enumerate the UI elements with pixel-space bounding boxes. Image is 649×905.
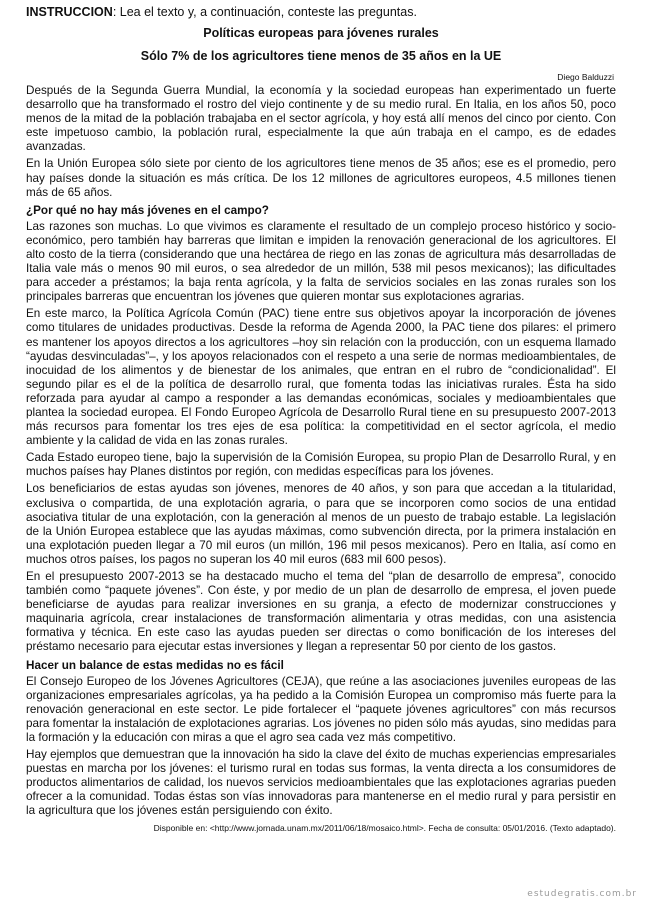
paragraph: El Consejo Europeo de los Jóvenes Agricultores (CEJA), que reúne a las asociaciones juveniles europeas de las organizaciones empresariales agrícolas, ya ha pedido a la Comisión Europea un compromiso más fuerte para la renovación generacional en este sector. Le pide fortalecer el “paquete jóvenes agricultores” con más recursos para fomentar la instalación de explotaciones agrarias. Los jóvenes no piden sólo más ayudas, sino medidas para la formación y la educación con miras a que el agro sea cada vez más competitivo. bbox=[26, 674, 616, 744]
section-heading: Hacer un balance de estas medidas no es fácil bbox=[26, 658, 284, 672]
paragraph: Hay ejemplos que demuestran que la innovación ha sido la clave del éxito de muchas experiencias empresariales puestas en marcha por los jóvenes: el turismo rural en todas sus formas, la venta directa a los consumidores de productos alimentarios de calidad, los nuevos servicios medioambientales que las explotaciones agrarias pueden ofrecer a la comunidad. Todas éstas son vías innovadoras para mantenerse en el medio rural y para persistir en la agricultura que los jóvenes están persiguiendo con éxito. bbox=[26, 748, 616, 818]
paragraph: En la Unión Europea sólo siete por ciento de los agricultores tiene menos de 35 años; ese es el promedio, pero hay países donde la situación es más crítica. De los 12 millones de agricultores europeos, 4.5 millones tienen más de 65 años. bbox=[26, 157, 616, 199]
paragraph: En este marco, la Política Agrícola Común (PAC) tiene entre sus objetivos apoyar la incorporación de jóvenes como titulares de unidades productivas. Desde la reforma de Agenda 2000, la PAC tiene dos pilares: el primero es mantener los apoyos directos a los agricultores –hoy sin relación con la producción, con un esquema llamado “ayudas desvinculadas”–, y los apoyos relacionados con el respeto a una serie de normas medioambientales, de inocuidad de los alimentos y de bienestar de los animales, que entran en el rubro de “condicionalidad”. El segundo pilar es el de la política de desarrollo rural, que fomenta todas las iniciativas rurales. Ésta ha sido reforzada para ayudar al campo a responder a las demandas económicas, sociales y medioambientales que plantea la sociedad europea. El Fondo Europeo Agrícola de Desarrollo Rural tiene en su presupuesto 2007-2013 más recursos para fomentar los tres ejes de esa política: la competitividad en el sector agrícola, el medio ambiente y la calidad de vida en las zonas rurales. bbox=[26, 307, 616, 448]
article-title: Políticas europeas para jóvenes rurales bbox=[203, 26, 439, 40]
source-citation: Disponible en: <http://www.jornada.unam.mx/2011/06/18/mosaico.html>. Fecha de consulta: 05/01/2016. (Texto adaptado). bbox=[153, 822, 616, 833]
article-author: Diego Balduzzi bbox=[557, 72, 614, 82]
paragraph: Después de la Segunda Guerra Mundial, la economía y la sociedad europeas han experimentado un fuerte desarrollo que ha transformado el rostro del viejo continente y de su medio rural. En Italia, en los años 50, poco menos de la mitad de la población trabajaba en el sector agrícola, y hoy está allí menos del cinco por ciento. Con este impetuoso cambio, la población rural, especialmente la que aún trabaja en el campo, es de edades avanzadas. bbox=[26, 84, 616, 154]
instruction-label: INSTRUCCION bbox=[26, 5, 113, 19]
instruction bbox=[26, 4, 616, 21]
paragraph: Cada Estado europeo tiene, bajo la supervisión de la Comisión Europea, su propio Plan de Desarrollo Rural, y en muchos países hay Planes distintos por región, con medidas específicas para los jóvenes. bbox=[26, 451, 616, 479]
section-heading: ¿Por qué no hay más jóvenes en el campo? bbox=[26, 203, 269, 217]
paragraph: Las razones son muchas. Lo que vivimos es claramente el resultado de un complejo proceso histórico y socio-económico, pero también hay barreras que limitan e impiden la renovación generacional de los agricultores. El alto costo de la tierra (considerando que una hectárea de riego en las zonas de agricultura más desarrolladas de Italia vale más o menos 90 mil euros, o sea alrededor de un millón, 538 mil pesos mexicanos); las dificultades para acceder a préstamos; la baja renta agrícola, y la falta de servicios sociales en las zonas rurales son los principales barreras que encuentran los jóvenes que quieren montar sus explotaciones agrarias. bbox=[26, 219, 616, 304]
document-page bbox=[26, 4, 616, 834]
instruction-text: : Lea el texto y, a continuación, conteste las preguntas. bbox=[112, 5, 417, 19]
article-subtitle: Sólo 7% de los agricultores tiene menos de 35 años en la UE bbox=[140, 49, 502, 63]
paragraph: Los beneficiarios de estas ayudas son jóvenes, menores de 40 años, y son para que accedan a la titularidad, exclusiva o compartida, de una explotación agraria, o para que se incorporen como socios de una entidad asociativa titular de una explotación, con la generación al menos de un puesto de trabajo estable. La legislación de la Unión Europea establece que las ayudas máximas, como subvención directa, por la primera instalación en una explotación pueden llegar a 70 mil euros (un millón, 196 mil pesos mexicanos). Pero en Italia, así como en muchos otros países, los pagos no superan los 40 mil euros (683 mil 600 pesos). bbox=[26, 482, 616, 566]
paragraph: En el presupuesto 2007-2013 se ha destacado mucho el tema del “plan de desarrollo de empresa”, conocido también como “paquete jóvenes”. Con éste, y por medio de un plan de desarrollo de empresa, el joven puede beneficiarse de ayudas para realizar inversiones en su granja, a efecto de modernizar construcciones y maquinaria agrícola, crear instalaciones de transformación alimentaria y otras medidas, con una asistencia formativa y técnica. En este caso las ayudas pueden ser directas o como bonificación de los intereses del préstamo necesario para ejecutar estas inversiones y llegan a representar 50 por ciento de los gastos. bbox=[26, 570, 616, 654]
watermark: estudegratis.com.br bbox=[527, 889, 637, 899]
article-body bbox=[26, 84, 616, 819]
